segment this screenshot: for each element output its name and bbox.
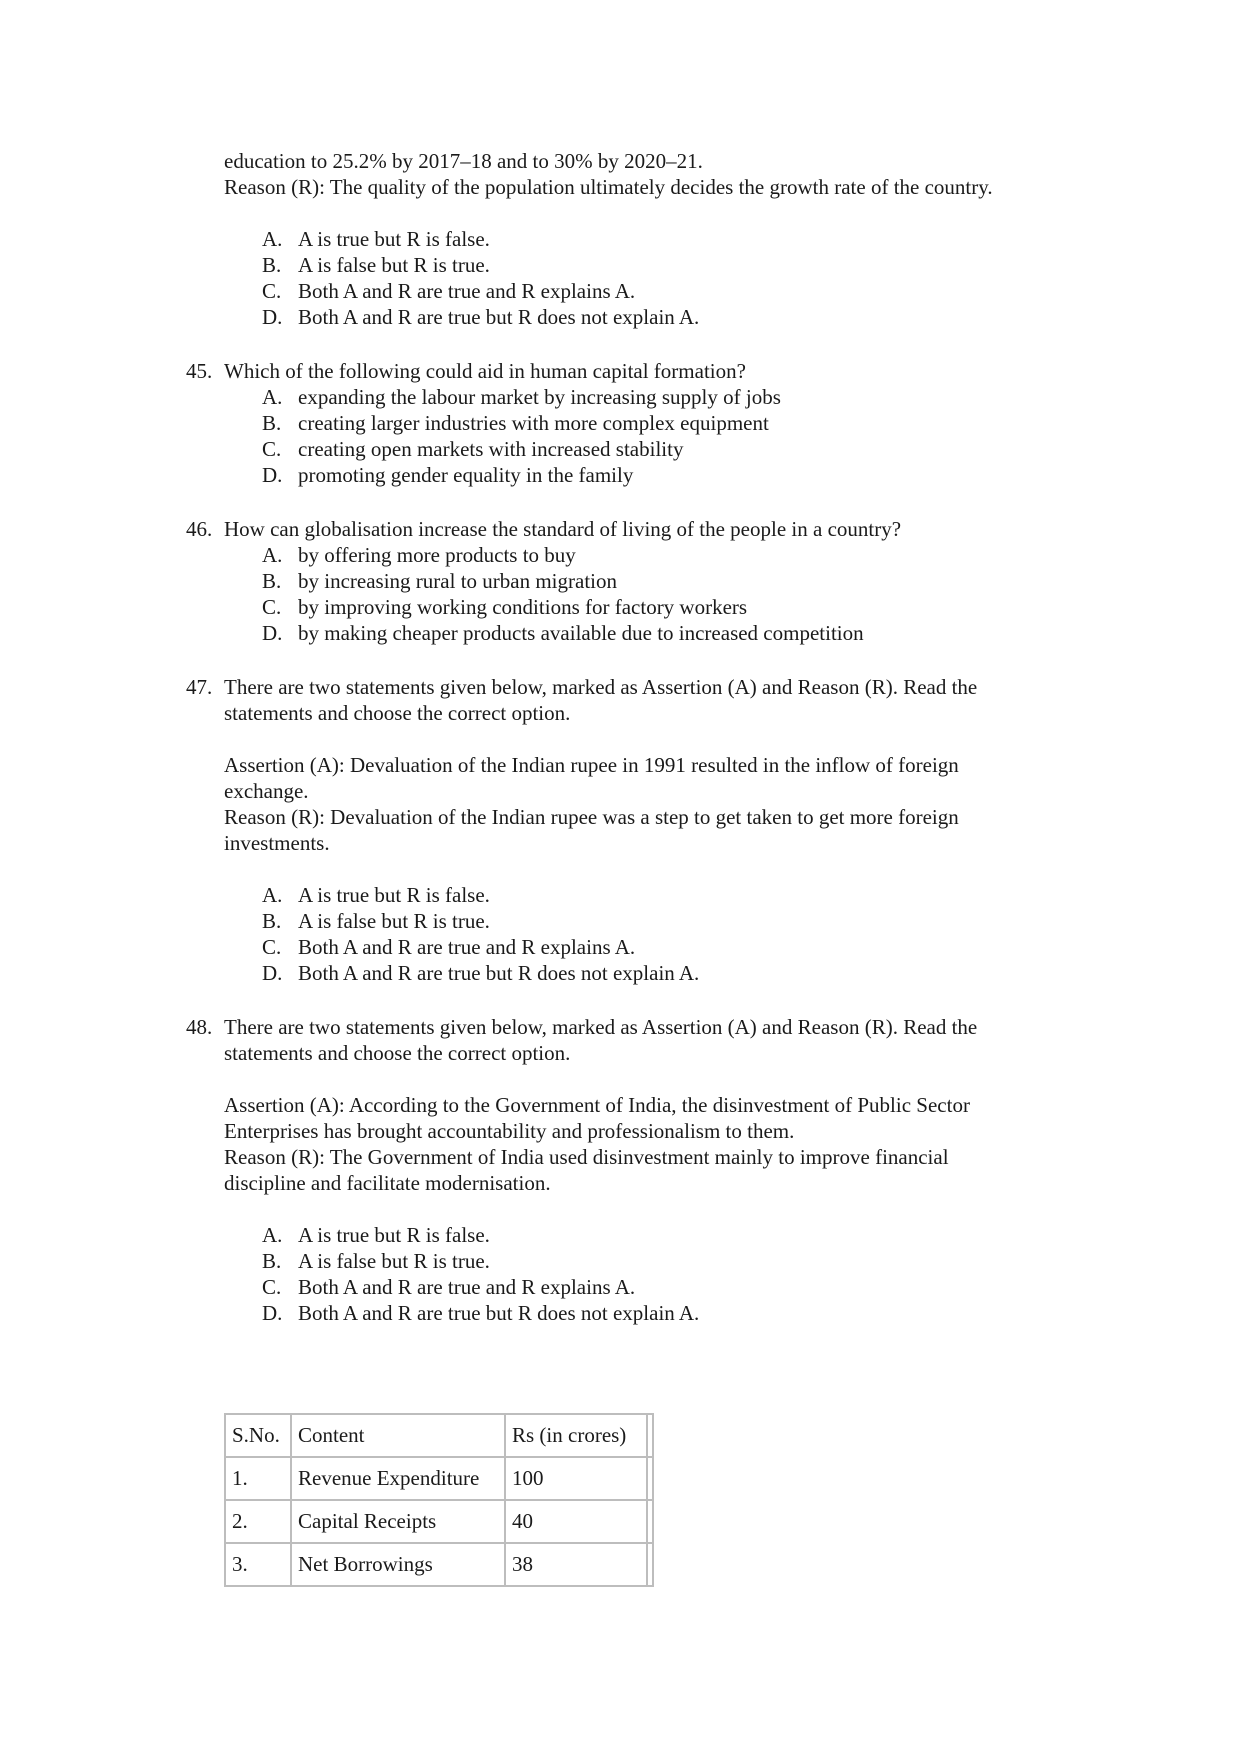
q47-intro-line1: There are two statements given below, marked as Assertion (A) and Reason (R). Read the	[224, 675, 978, 699]
q47-option-d: D. Both A and R are true but R does not explain A.	[262, 961, 700, 985]
q48-option-b: B. A is false but R is true.	[262, 1249, 490, 1273]
q47-assertion-line1: Assertion (A): Devaluation of the Indian rupee in 1991 resulted in the inflow of foreign	[224, 753, 959, 777]
q48-intro-line2: statements and choose the correct option.	[224, 1041, 571, 1065]
q48-option-c: C. Both A and R are true and R explains A.	[262, 1275, 636, 1299]
header-amount: Rs (in crores)	[505, 1414, 647, 1457]
q47-option-c: C. Both A and R are true and R explains A.	[262, 935, 636, 959]
q45-option-b: B. creating larger industries with more complex equipment	[262, 411, 769, 435]
q44-reason: Reason (R): The quality of the population ultimately decides the growth rate of the country.	[224, 175, 993, 199]
budget-table	[224, 1413, 654, 1587]
q46-option-d: D. by making cheaper products available due to increased competition	[262, 621, 864, 645]
q46-number: 46.	[186, 517, 213, 541]
table-row	[225, 1543, 653, 1586]
cell-sno: 2.	[225, 1500, 291, 1543]
q46-option-a: A. by offering more products to buy	[262, 543, 576, 567]
q48-option-a: A. A is true but R is false.	[262, 1223, 490, 1247]
q44-option-a: A. A is true but R is false.	[262, 227, 490, 251]
table-extra-cell	[647, 1543, 653, 1586]
q48-reason-line1: Reason (R): The Government of India used disinvestment mainly to improve financial	[224, 1145, 949, 1169]
cell-sno: 3.	[225, 1543, 291, 1586]
q47-reason-line1: Reason (R): Devaluation of the Indian rupee was a step to get taken to get more foreign	[224, 805, 959, 829]
q48-option-d: D. Both A and R are true but R does not explain A.	[262, 1301, 700, 1325]
cell-amount: 40	[505, 1500, 647, 1543]
header-content: Content	[291, 1414, 505, 1457]
cell-content: Revenue Expenditure	[291, 1457, 505, 1500]
q47-option-b: B. A is false but R is true.	[262, 909, 490, 933]
q44-assertion-tail: education to 25.2% by 2017–18 and to 30% by 2020–21.	[224, 149, 703, 173]
q46-option-c: C. by improving working conditions for factory workers	[262, 595, 748, 619]
table-header-row	[225, 1414, 653, 1457]
q45-option-d: D. promoting gender equality in the family	[262, 463, 634, 487]
q45-option-a: A. expanding the labour market by increasing supply of jobs	[262, 385, 781, 409]
q44-option-d: D. Both A and R are true but R does not explain A.	[262, 305, 700, 329]
q46-option-b: B. by increasing rural to urban migration	[262, 569, 617, 593]
table-extra-cell	[647, 1414, 653, 1457]
q44-option-c: C. Both A and R are true and R explains A.	[262, 279, 636, 303]
cell-content: Capital Receipts	[291, 1500, 505, 1543]
q47-assertion-line2: exchange.	[224, 779, 309, 803]
q48-reason-line2: discipline and facilitate modernisation.	[224, 1171, 551, 1195]
cell-sno: 1.	[225, 1457, 291, 1500]
cell-amount: 38	[505, 1543, 647, 1586]
q48-assertion-line1: Assertion (A): According to the Government of India, the disinvestment of Public Sector	[224, 1093, 970, 1117]
q47-option-a: A. A is true but R is false.	[262, 883, 490, 907]
q47-intro-line2: statements and choose the correct option.	[224, 701, 571, 725]
cell-amount: 100	[505, 1457, 647, 1500]
q44-option-b: B. A is false but R is true.	[262, 253, 490, 277]
q47-reason-line2: investments.	[224, 831, 330, 855]
table-row	[225, 1457, 653, 1500]
q45-number: 45.	[186, 359, 213, 383]
q48-number: 48.	[186, 1015, 213, 1039]
cell-content: Net Borrowings	[291, 1543, 505, 1586]
table-extra-cell	[647, 1500, 653, 1543]
q45-option-c: C. creating open markets with increased stability	[262, 437, 684, 461]
table-extra-cell	[647, 1457, 653, 1500]
header-sno: S.No.	[225, 1414, 291, 1457]
q48-intro-line1: There are two statements given below, marked as Assertion (A) and Reason (R). Read the	[224, 1015, 978, 1039]
table-row	[225, 1500, 653, 1543]
q47-number: 47.	[186, 675, 213, 699]
q48-assertion-line2: Enterprises has brought accountability and professionalism to them.	[224, 1119, 795, 1143]
q45-question: Which of the following could aid in human capital formation?	[224, 359, 746, 383]
q46-question: How can globalisation increase the standard of living of the people in a country?	[224, 517, 902, 541]
